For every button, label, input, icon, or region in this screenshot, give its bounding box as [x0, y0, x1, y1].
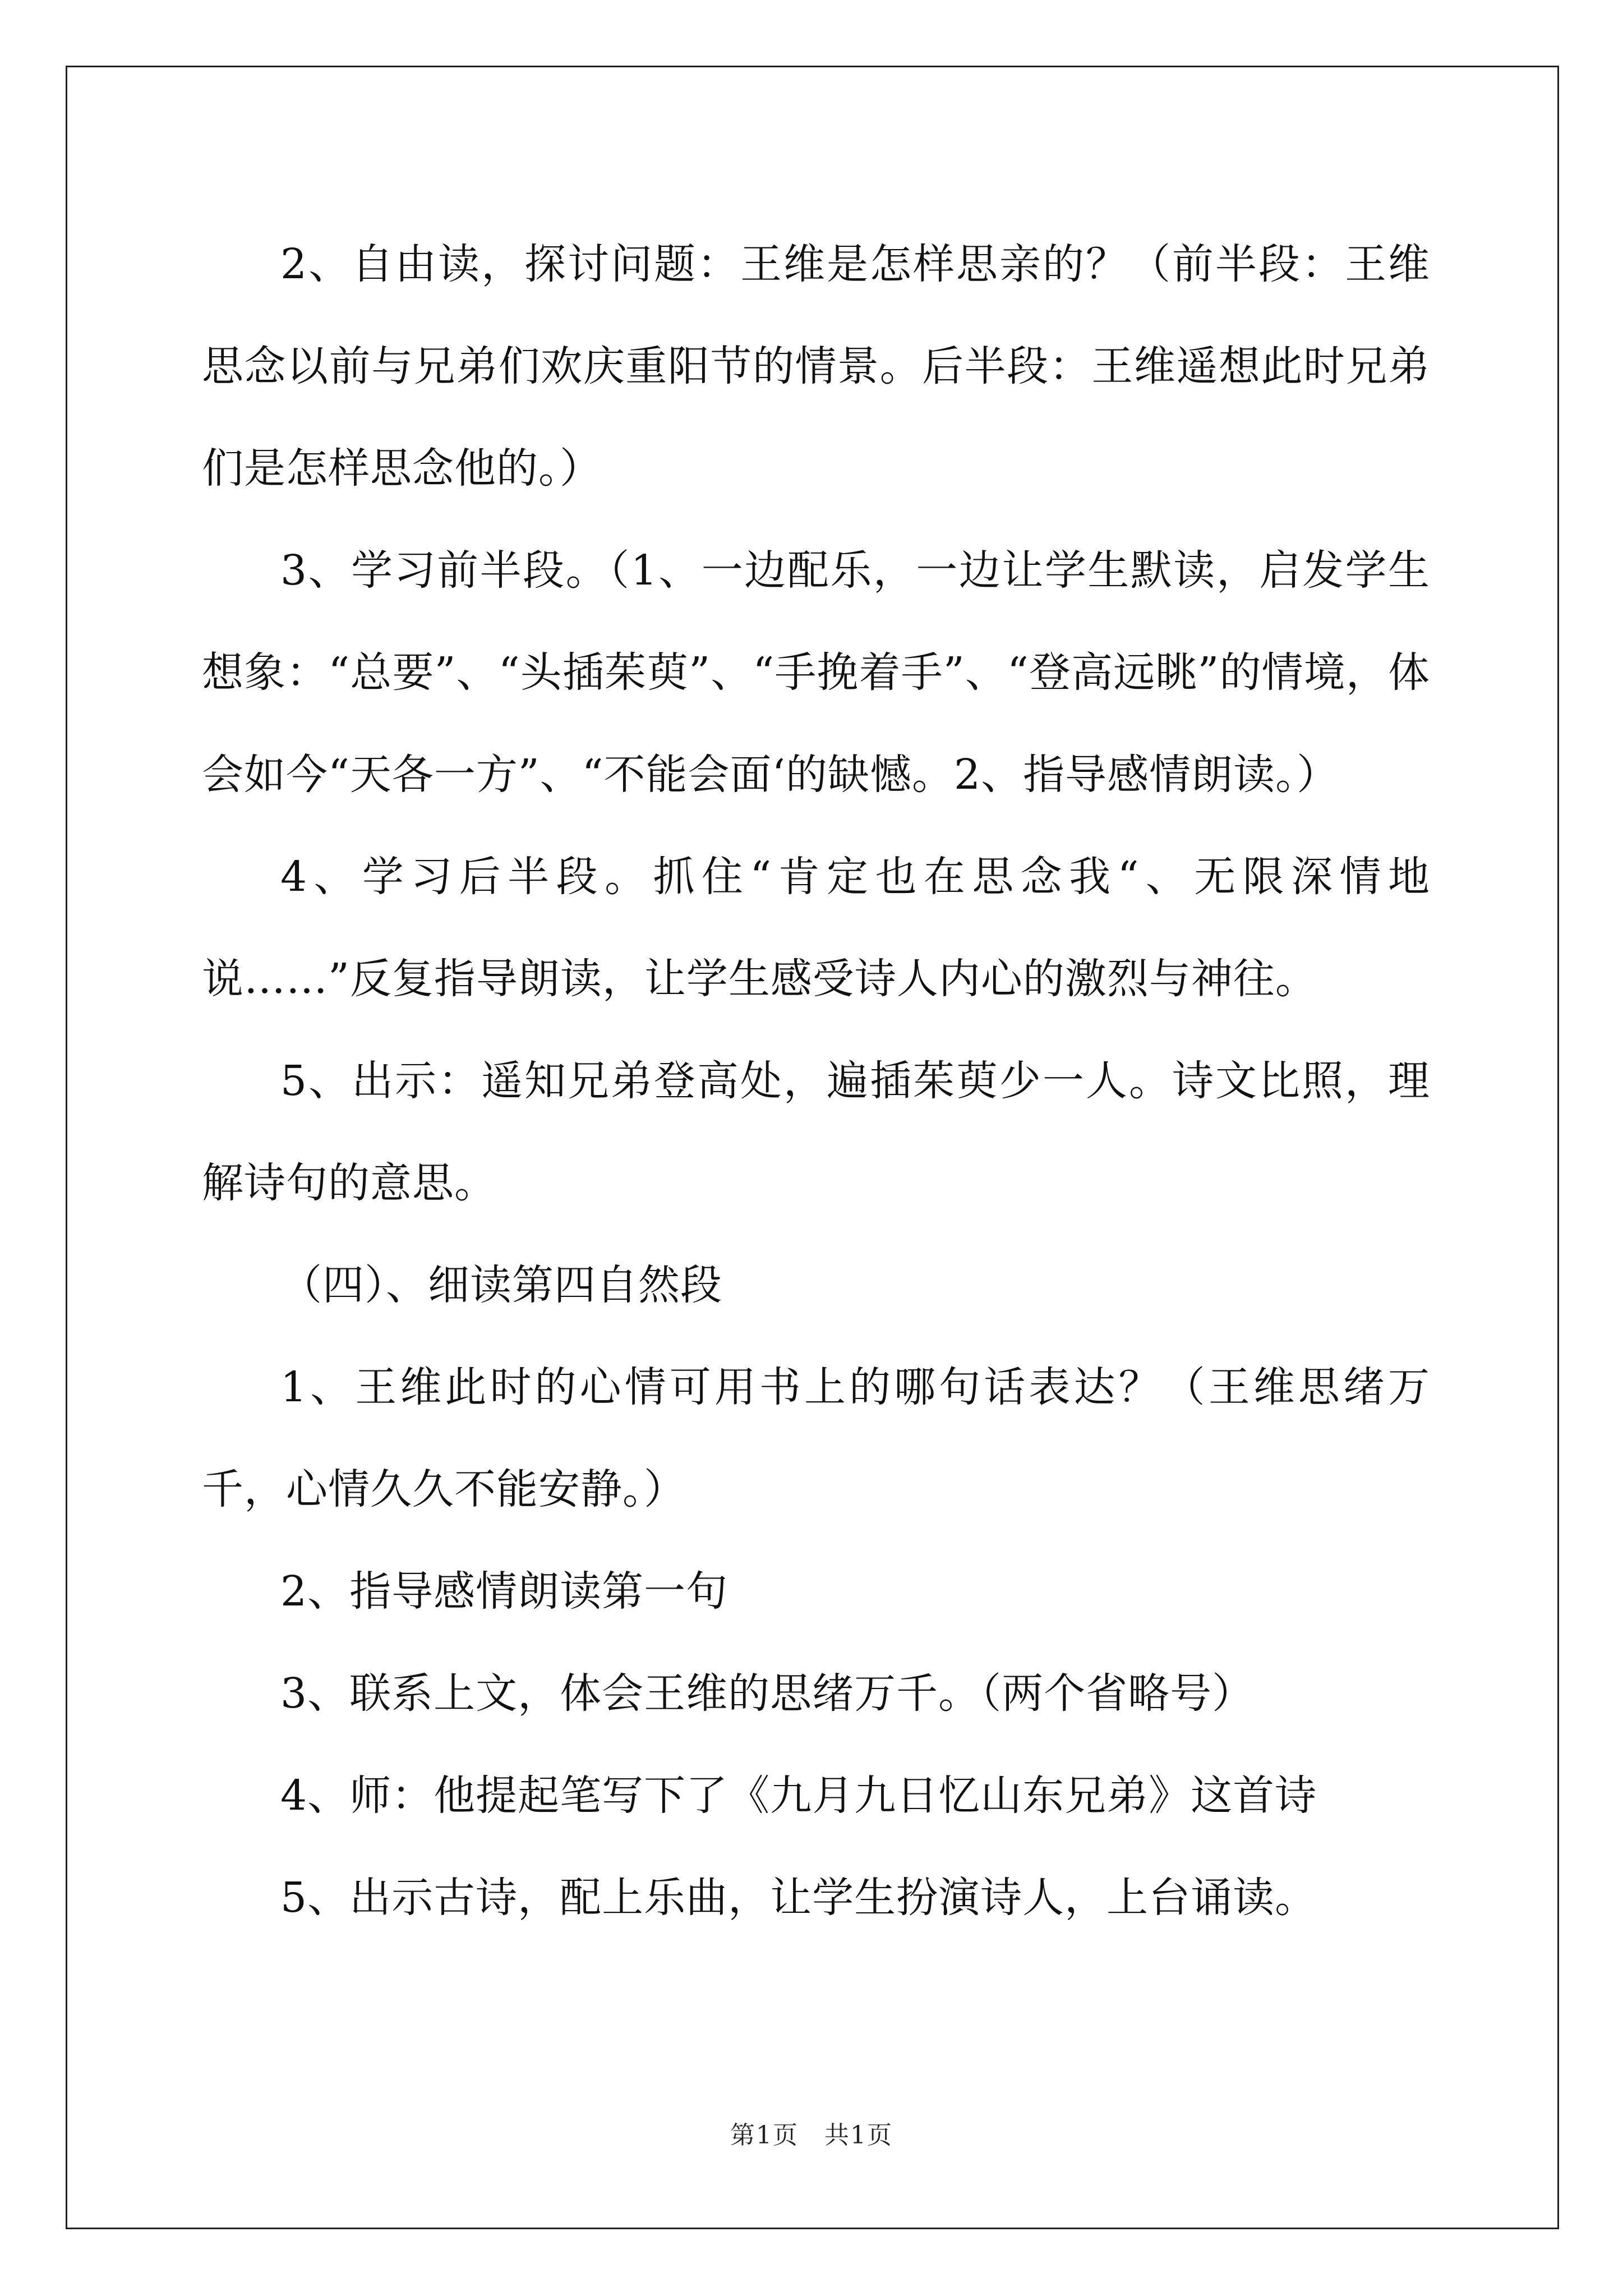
paragraph-7: 3、联系上文，体会王维的思绪万千。（两个省略号） — [280, 1669, 1255, 1718]
paragraph-8: 4、师：他提起笔写下了《九月九日忆山东兄弟》这首诗 — [280, 1772, 1317, 1820]
document-body — [202, 213, 1430, 1949]
paragraph-3: 4、学习后半段。抓住“肯定也在思念我“、无限深情地说……”反复指导朗读，让学生感受诗人内心的激烈与神往。 — [202, 853, 1430, 1003]
paragraph-5: 1、王维此时的心情可用书上的哪句话表达？（王维思绪万千，心情久久不能安静。） — [202, 1363, 1430, 1513]
section-heading: （四）、细读第四自然段 — [280, 1261, 722, 1309]
paragraph-4: 5、出示：遥知兄弟登高处，遍插茱萸少一人。诗文比照，理解诗句的意思。 — [202, 1057, 1430, 1207]
paragraph-6: 2、指导感情朗读第一句 — [280, 1567, 728, 1616]
paragraph-1: 2、自由读，探讨问题：王维是怎样思亲的？（前半段：王维思念以前与兄弟们欢庆重阳节的情景。后半段：王维遥想此时兄弟们是怎样思念他的。） — [202, 240, 1430, 493]
paragraph-9: 5、出示古诗，配上乐曲，让学生扮演诗人，上台诵读。 — [280, 1874, 1317, 1922]
page-number-footer: 第1页 共1页 — [730, 2121, 893, 2150]
paragraph-2: 3、学习前半段。（1、一边配乐，一边让学生默读，启发学生想象：“总要”、“头插茱萸”、“手挽着手”、“登高远眺”的情境，体会如今“天各一方”、“不能会面‘的缺憾。2、指导感情朗读。） — [202, 546, 1430, 799]
